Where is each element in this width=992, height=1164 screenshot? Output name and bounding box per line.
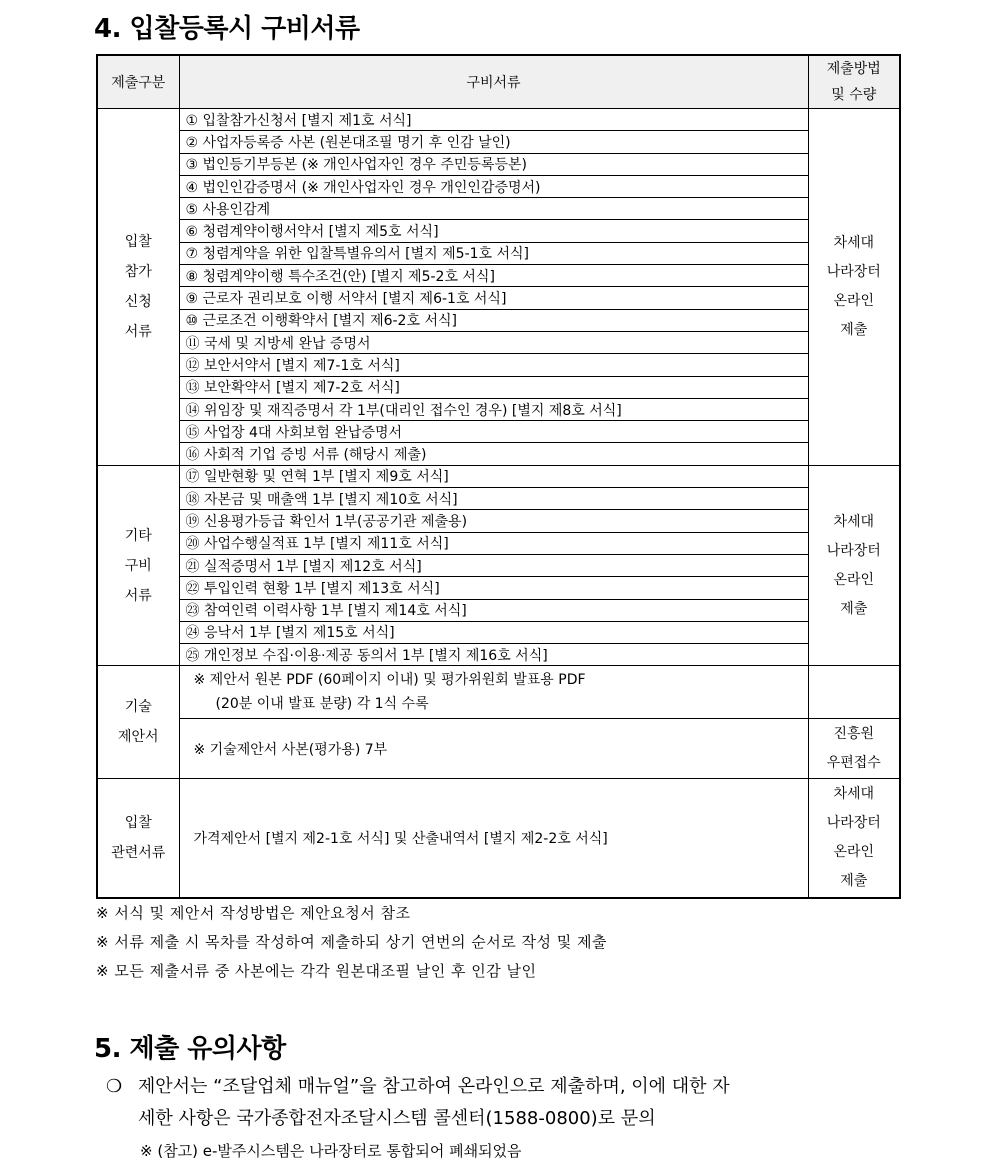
table-row	[97, 109, 900, 131]
table-row	[97, 666, 900, 719]
method-line: 나라장터	[826, 814, 881, 831]
method-line: 우편접수	[826, 754, 881, 771]
document-item: ⑥ 청렴계약이행서약서 [별지 제5호 서식]	[179, 220, 808, 242]
category-cell	[97, 109, 179, 466]
tech-line1: ※ 제안서 원본 PDF (60페이지 이내) 및 평가위원회 발표용 PDF	[193, 672, 586, 689]
document-item: ⑲ 신용평가등급 확인서 1부(공공기관 제출용)	[179, 510, 808, 532]
section5-title: 5. 제출 유의사항	[94, 1034, 286, 1064]
table-row	[97, 198, 900, 220]
bid-document-item: 가격제안서 [별지 제2-1호 서식] 및 산출내역서 [별지 제2-2호 서식]	[179, 778, 808, 898]
table-row	[97, 532, 900, 554]
table-row	[97, 554, 900, 576]
section5-note: ※ (참고) e-발주시스템은 나라장터로 통합되어 폐쇄되었음	[140, 1142, 522, 1160]
table-row	[97, 488, 900, 510]
required-documents-table	[96, 54, 901, 899]
document-item: ⑤ 사용인감계	[179, 198, 808, 220]
category-line: 신청	[124, 293, 152, 310]
document-item: ⑰ 일반현황 및 연혁 1부 [별지 제9호 서식]	[179, 465, 808, 487]
method-line: 진흥원	[833, 725, 875, 742]
header-method-line2: 및 수량	[831, 87, 877, 103]
method-cell	[808, 778, 900, 898]
table-row	[97, 778, 900, 898]
method-line: 온라인	[833, 292, 875, 309]
method-line: 온라인	[833, 843, 875, 860]
method-cell	[808, 719, 900, 779]
section4-title: 4. 입찰등록시 구비서류	[94, 14, 360, 44]
table-row	[97, 220, 900, 242]
document-item: ⑳ 사업수행실적표 1부 [별지 제11호 서식]	[179, 532, 808, 554]
category-line: 입찰	[124, 814, 152, 831]
table-row	[97, 376, 900, 398]
table-row	[97, 621, 900, 643]
category-line: 구비	[124, 557, 152, 574]
document-item: ⑪ 국세 및 지방세 완납 증명서	[179, 331, 808, 353]
category-line: 관련서류	[111, 844, 166, 861]
table-row	[97, 331, 900, 353]
bullet-paragraph-line1	[106, 1072, 730, 1098]
document-item: ⑨ 근로자 권리보호 이행 서약서 [별지 제6-1호 서식]	[179, 287, 808, 309]
table-row	[97, 577, 900, 599]
table-row	[97, 265, 900, 287]
tech-copy-item: ※ 기술제안서 사본(평가용) 7부	[179, 719, 808, 779]
category-cell	[97, 778, 179, 898]
table-note-1: ※ 서식 및 제안서 작성방법은 제안요청서 참조	[96, 904, 411, 922]
category-line: 서류	[124, 323, 152, 340]
document-item: ⑫ 보안서약서 [별지 제7-1호 서식]	[179, 354, 808, 376]
method-cell	[808, 465, 900, 666]
para-line1: 제안서는 “조달업체 매뉴얼”을 참고하여 온라인으로 제출하며, 이에 대한 자	[137, 1076, 730, 1097]
header-method	[808, 55, 900, 109]
document-item: ④ 법인인감증명서 (※ 개인사업자인 경우 개인인감증명서)	[179, 175, 808, 197]
document-item: ⑱ 자본금 및 매출액 1부 [별지 제10호 서식]	[179, 488, 808, 510]
table-row	[97, 309, 900, 331]
table-row	[97, 287, 900, 309]
table-note-3: ※ 모든 제출서류 중 사본에는 각각 원본대조필 날인 후 인감 날인	[96, 962, 537, 980]
document-item: ⑬ 보안확약서 [별지 제7-2호 서식]	[179, 376, 808, 398]
category-line: 기술	[124, 699, 152, 716]
table-row	[97, 465, 900, 487]
method-line: 제출	[840, 600, 868, 617]
table-row	[97, 242, 900, 264]
category-cell	[97, 666, 179, 779]
document-item: ㉔ 응낙서 1부 [별지 제15호 서식]	[179, 621, 808, 643]
method-line: 차세대	[833, 785, 875, 802]
document-item: ㉕ 개인정보 수집·이용·제공 동의서 1부 [별지 제16호 서식]	[179, 644, 808, 666]
table-row	[97, 421, 900, 443]
table-row	[97, 398, 900, 420]
method-cell	[808, 109, 900, 466]
table-row	[97, 131, 900, 153]
table-row	[97, 510, 900, 532]
category-line: 기타	[124, 527, 152, 544]
method-line: 제출	[840, 872, 868, 889]
method-cell-empty	[808, 666, 900, 719]
document-item: ⑯ 사회적 기업 증빙 서류 (해당시 제출)	[179, 443, 808, 465]
method-line: 차세대	[833, 234, 875, 251]
header-method-line1: 제출방법	[826, 61, 881, 77]
category-cell	[97, 465, 179, 666]
table-row	[97, 153, 900, 175]
table-row	[97, 644, 900, 666]
document-item: ⑩ 근로조건 이행확약서 [별지 제6-2호 서식]	[179, 309, 808, 331]
method-line: 나라장터	[826, 263, 881, 280]
document-item: ⑦ 청렴계약을 위한 입찰특별유의서 [별지 제5-1호 서식]	[179, 242, 808, 264]
tech-line2: (20분 이내 발표 분량) 각 1식 수록	[215, 696, 429, 713]
document-item: ㉑ 실적증명서 1부 [별지 제12호 서식]	[179, 554, 808, 576]
category-line: 입찰	[124, 233, 152, 250]
document-item: ③ 법인등기부등본 (※ 개인사업자인 경우 주민등록등본)	[179, 153, 808, 175]
header-documents: 구비서류	[179, 55, 808, 109]
document-item: ⑧ 청렴계약이행 특수조건(안) [별지 제5-2호 서식]	[179, 265, 808, 287]
document-item: ㉒ 투입인력 현황 1부 [별지 제13호 서식]	[179, 577, 808, 599]
document-item: ① 입찰참가신청서 [별지 제1호 서식]	[179, 109, 808, 131]
document-item: ㉓ 참여인력 이력사항 1부 [별지 제14호 서식]	[179, 599, 808, 621]
document-item: ② 사업자등록증 사본 (원본대조필 명기 후 인감 날인)	[179, 131, 808, 153]
category-line: 제안서	[117, 729, 159, 746]
method-line: 차세대	[833, 513, 875, 530]
table-row	[97, 354, 900, 376]
para-line2: 세한 사항은 국가종합전자조달시스템 콜센터(1588-0800)로 문의	[138, 1108, 656, 1129]
category-line: 참가	[124, 263, 152, 280]
bullet-icon: ❍	[106, 1076, 123, 1097]
table-row	[97, 599, 900, 621]
table-row	[97, 719, 900, 779]
table-row	[97, 443, 900, 465]
category-line: 서류	[124, 587, 152, 604]
tech-proposal-item	[179, 666, 808, 719]
method-line: 온라인	[833, 571, 875, 588]
method-line: 제출	[840, 321, 868, 338]
document-item: ⑮ 사업장 4대 사회보험 완납증명서	[179, 421, 808, 443]
table-row	[97, 175, 900, 197]
document-item: ⑭ 위임장 및 재직증명서 각 1부(대리인 접수인 경우) [별지 제8호 서식]	[179, 398, 808, 420]
table-note-2: ※ 서류 제출 시 목차를 작성하여 제출하되 상기 연번의 순서로 작성 및 제출	[96, 933, 607, 951]
header-category: 제출구분	[97, 55, 179, 109]
method-line: 나라장터	[826, 542, 881, 559]
